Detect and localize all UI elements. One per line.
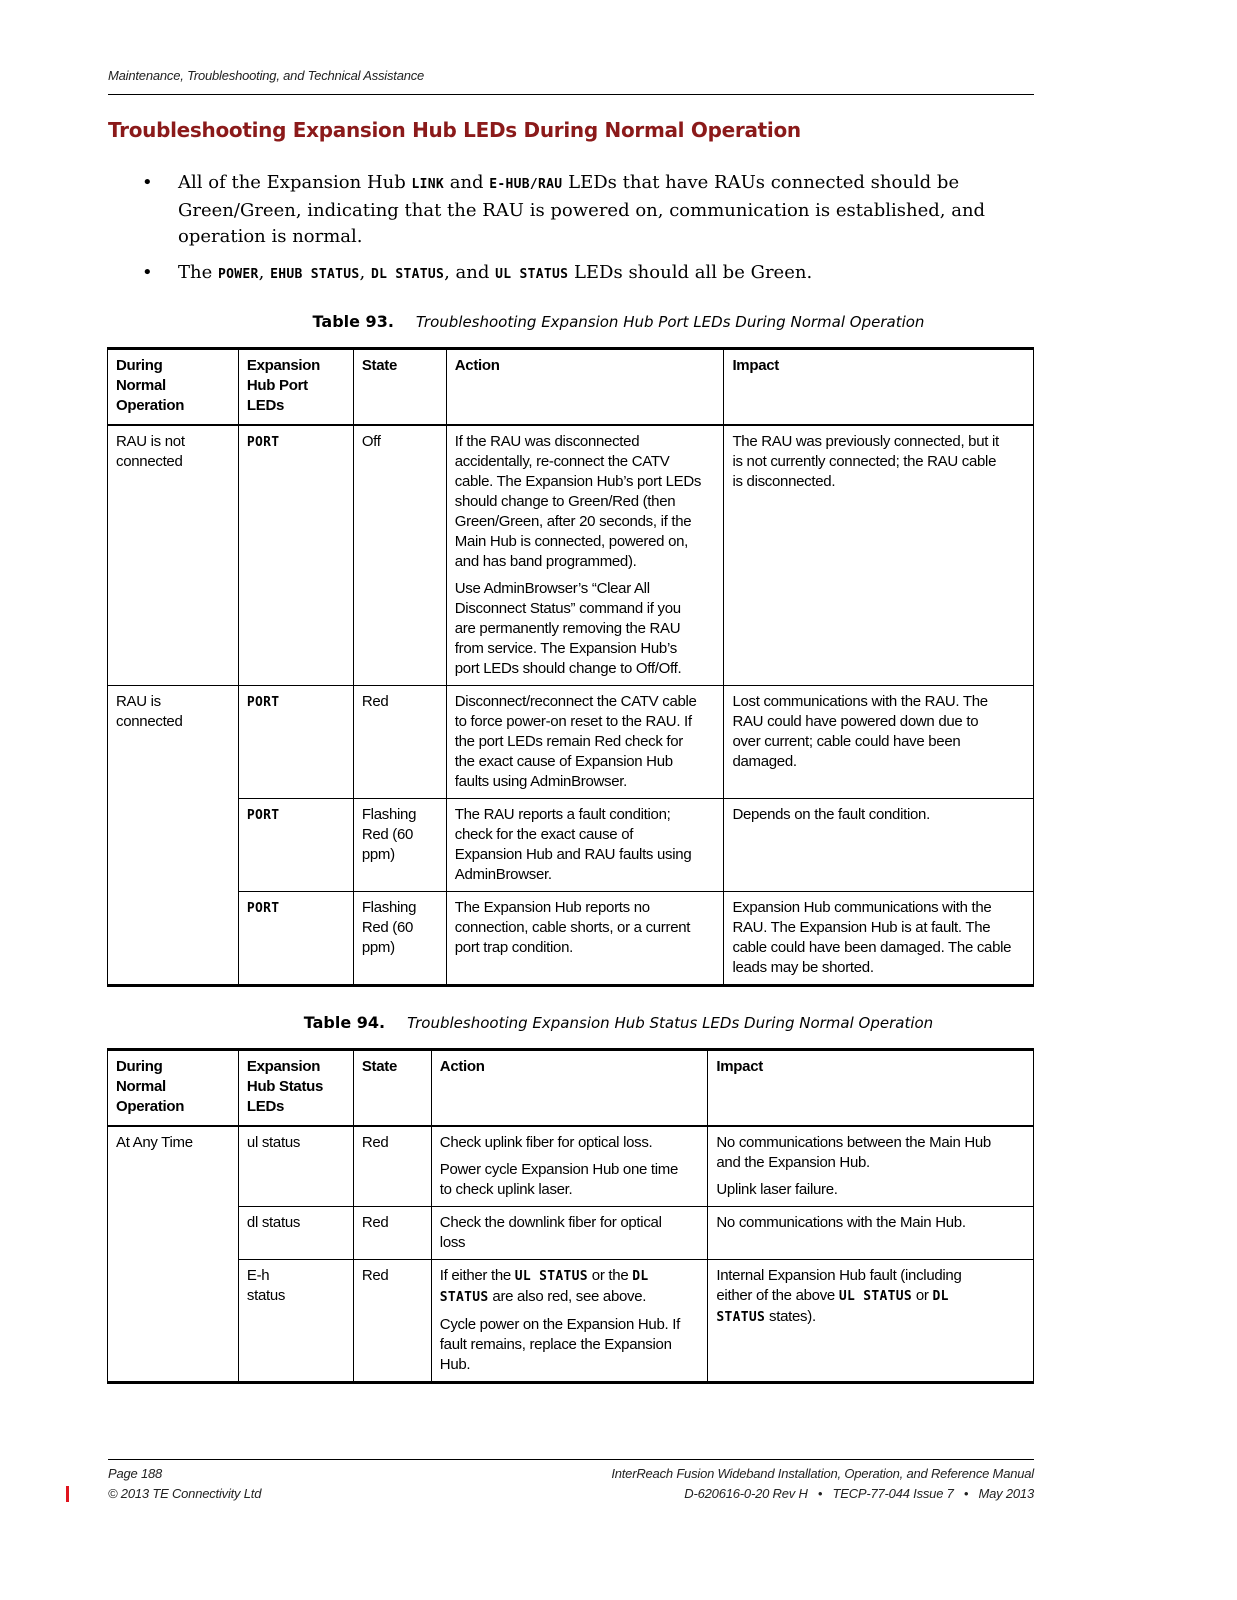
- led-keyword: STATUS: [716, 1310, 766, 1325]
- bullet-icon: •: [142, 262, 153, 283]
- led-keyword: E-HUB/RAU: [489, 177, 563, 192]
- page-number: Page 188: [108, 1466, 163, 1481]
- table-number: Table 94.: [303, 1013, 386, 1032]
- table-row: [108, 1260, 1034, 1383]
- table-93-caption: [0, 312, 1237, 331]
- led-keyword: DL STATUS: [370, 267, 445, 282]
- cell-led: E-h status: [238, 1260, 353, 1383]
- cell-action: The RAU reports a fault condition; check for the exact cause of Expansion Hub and RAU faults using AdminBrowser.: [446, 799, 724, 892]
- cell-action: If either the UL STATUS or the DL STATUS are also red, see above. Cycle power on the Expansion Hub. If fault remains, replace the Expansion Hub.: [431, 1260, 708, 1383]
- footer-left: [108, 1464, 261, 1504]
- cell-impact: The RAU was previously connected, but it is not currently connected; the RAU cable is disconnected.: [724, 425, 1034, 686]
- cell-state: Red: [353, 1126, 431, 1207]
- cell-during: RAU is not connected: [108, 425, 239, 686]
- table-row: [108, 1126, 1034, 1207]
- cell-led: PORT: [238, 425, 353, 686]
- cell-state: Flashing Red (60 ppm): [353, 799, 446, 892]
- led-keyword: LINK: [411, 177, 444, 192]
- cell-state: Off: [353, 425, 446, 686]
- cell-impact: Internal Expansion Hub fault (including either of the above UL STATUS or DL STATUS states).: [708, 1260, 1034, 1383]
- led-keyword: EHUB STATUS: [270, 267, 360, 282]
- cell-action: Check uplink fiber for optical loss. Power cycle Expansion Hub one time to check uplink laser.: [431, 1126, 708, 1207]
- cell-during: [108, 1260, 239, 1383]
- cell-state: Flashing Red (60 ppm): [353, 892, 446, 986]
- bullet-list: [140, 170, 1020, 298]
- cell-state: Red: [353, 686, 446, 799]
- header-action: Action: [446, 349, 724, 426]
- cell-state: Red: [353, 1260, 431, 1383]
- cell-during: [108, 799, 239, 892]
- led-keyword: UL STATUS: [495, 267, 569, 282]
- table-93: [107, 347, 1034, 987]
- cell-led: PORT: [238, 892, 353, 986]
- cell-during: [108, 892, 239, 986]
- table-header-row: [108, 1050, 1034, 1127]
- led-keyword: UL STATUS: [514, 1269, 588, 1284]
- footer-rule: [108, 1459, 1034, 1460]
- table-title: Troubleshooting Expansion Hub Port LEDs During Normal Operation: [415, 313, 925, 331]
- table-row: [108, 425, 1034, 686]
- header-leds: Expansion Hub Status LEDs: [238, 1050, 353, 1127]
- cell-impact: Expansion Hub communications with the RAU. The Expansion Hub is at fault. The cable could have been damaged. The cable leads may be shorted.: [724, 892, 1034, 986]
- cell-led: PORT: [238, 799, 353, 892]
- header-impact: Impact: [708, 1050, 1034, 1127]
- table-row: [108, 686, 1034, 799]
- cell-led: PORT: [238, 686, 353, 799]
- cell-impact: Lost communications with the RAU. The RAU could have powered down due to over current; cable could have been damaged.: [724, 686, 1034, 799]
- cell-impact: Depends on the fault condition.: [724, 799, 1034, 892]
- running-header: Maintenance, Troubleshooting, and Technical Assistance: [108, 68, 425, 83]
- cell-impact: No communications between the Main Hub and the Expansion Hub. Uplink laser failure.: [708, 1126, 1034, 1207]
- cell-impact: No communications with the Main Hub.: [708, 1207, 1034, 1260]
- cell-action: The Expansion Hub reports no connection, cable shorts, or a current port trap condition.: [446, 892, 724, 986]
- cell-during: RAU is connected: [108, 686, 239, 799]
- copyright: © 2013 TE Connectivity Ltd: [108, 1486, 262, 1501]
- cell-action: Check the downlink fiber for optical loss: [431, 1207, 708, 1260]
- cell-during: [108, 1207, 239, 1260]
- header-action: Action: [431, 1050, 708, 1127]
- table-header-row: [108, 349, 1034, 426]
- cell-state: Red: [353, 1207, 431, 1260]
- cell-action: Disconnect/reconnect the CATV cable to force power-on reset to the RAU. If the port LEDs remain Red check for the exact cause of Expansion Hub faults using AdminBrowser.: [446, 686, 724, 799]
- table-row: [108, 1207, 1034, 1260]
- led-keyword: STATUS: [439, 1290, 489, 1305]
- bullet-item: • The POWER, EHUB STATUS, DL STATUS, and UL STATUS LEDs should all be Green.: [140, 260, 1020, 288]
- document-id: D-620616-0-20 Rev H • TECP-77-044 Issue 7 • May 2013: [684, 1486, 1034, 1501]
- manual-title: InterReach Fusion Wideband Installation, Operation, and Reference Manual: [611, 1466, 1034, 1481]
- header-impact: Impact: [724, 349, 1034, 426]
- table-row: [108, 892, 1034, 986]
- table-row: [108, 799, 1034, 892]
- table-title: Troubleshooting Expansion Hub Status LEDs During Normal Operation: [407, 1014, 934, 1032]
- header-state: State: [353, 1050, 431, 1127]
- cell-during: At Any Time: [108, 1126, 239, 1207]
- header-during: During Normal Operation: [108, 349, 239, 426]
- header-during: During Normal Operation: [108, 1050, 239, 1127]
- cell-led: ul status: [238, 1126, 353, 1207]
- led-keyword: UL STATUS: [838, 1289, 912, 1304]
- led-keyword: POWER: [217, 267, 259, 282]
- cell-led: dl status: [238, 1207, 353, 1260]
- table-94: [107, 1048, 1034, 1384]
- revision-bar: [66, 1486, 69, 1502]
- led-keyword: DL: [932, 1289, 949, 1304]
- header-leds: Expansion Hub Port LEDs: [238, 349, 353, 426]
- header-rule: [108, 94, 1034, 95]
- section-title: Troubleshooting Expansion Hub LEDs During Normal Operation: [108, 118, 801, 142]
- table-number: Table 93.: [312, 312, 394, 331]
- bullet-icon: •: [142, 172, 153, 193]
- led-keyword: DL: [632, 1269, 649, 1284]
- bullet-item: • All of the Expansion Hub LINK and E-HUB/RAU LEDs that have RAUs connected should be Green/Green, indicating that the RAU is powered on, communication is established, and operation is normal.: [142, 172, 986, 247]
- cell-action: If the RAU was disconnected accidentally, re-connect the CATV cable. The Expansion Hub’s port LEDs should change to Green/Red (then Green/Green, after 20 seconds, if the Main Hub is connected, powered on, and has band programmed). Use AdminBrowser’s “Clear All Disconnect Status” command if you are permanently removing the RAU from service. The Expansion Hub’s port LEDs should change to Off/Off.: [446, 425, 724, 686]
- header-state: State: [353, 349, 446, 426]
- table-94-caption: [0, 1013, 1237, 1032]
- footer-right: [611, 1464, 1034, 1504]
